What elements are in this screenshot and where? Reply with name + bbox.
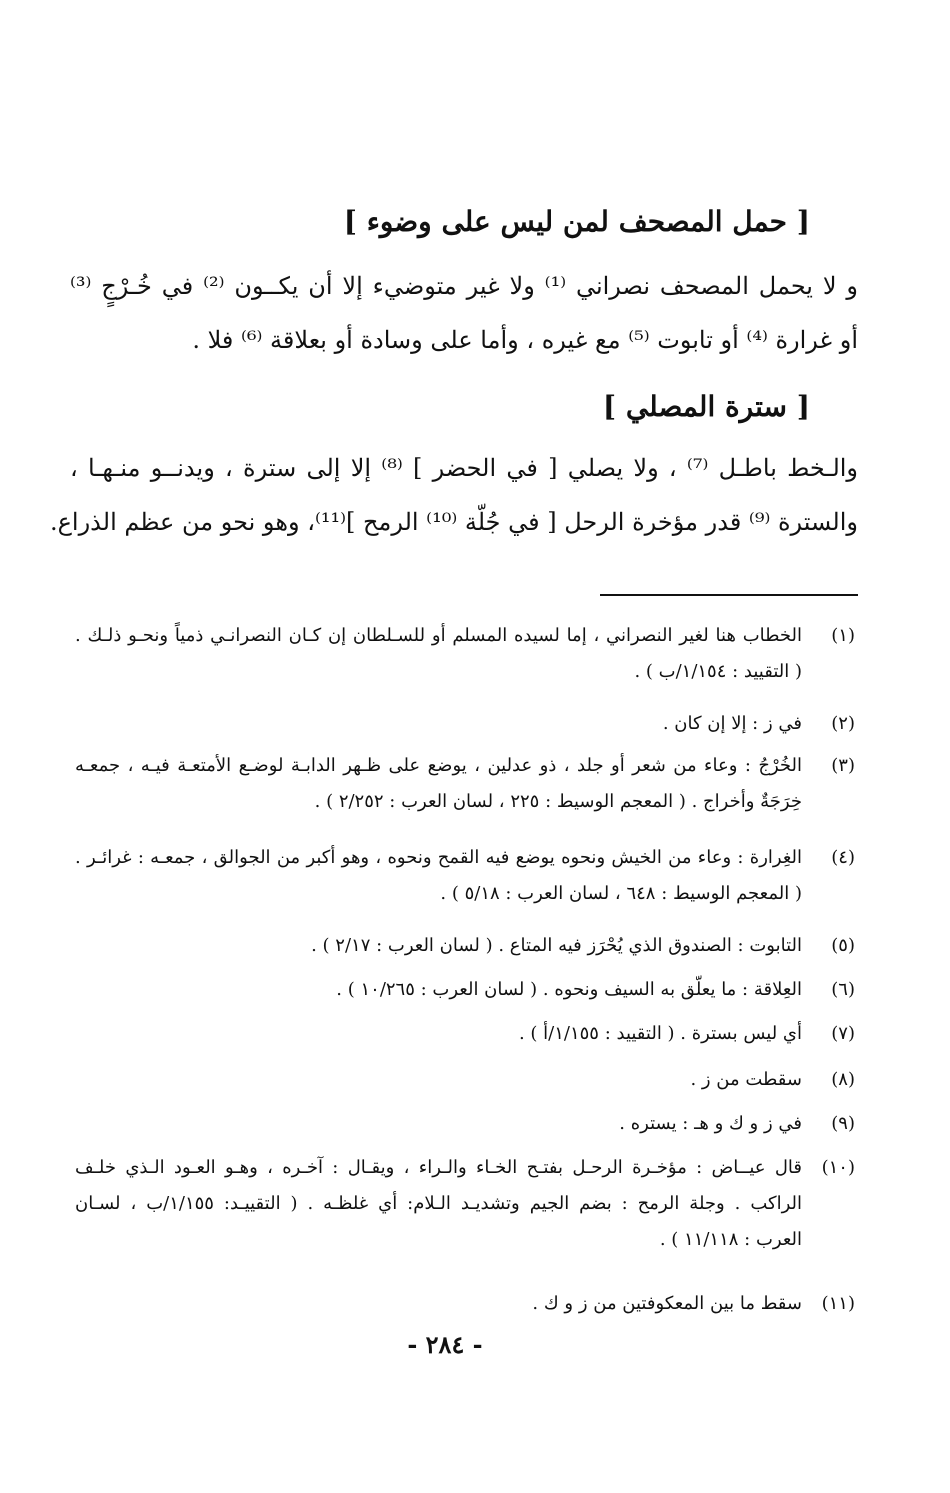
- footnote-line: سقط ما بين المعكوفتين من ز و ك .: [532, 1293, 802, 1314]
- section-heading-mushaf: [ حمل المصحف لمن ليس على وضوء ]: [343, 205, 810, 238]
- footnote: [75, 1106, 855, 1142]
- footnote-line: الغِرارة : وعاء من الخيش ونحوه يوضع فيه القمح ونحوه ، وهو أكبر من الجوالق ، جمعـه : غرائـر .: [75, 847, 802, 868]
- footnote-line: خِرَجَةٌ وأخراج . ( المعجم الوسيط : ٢٢٥ ، لسان العرب : ٢/٢٥٢ ) .: [314, 791, 802, 812]
- footnote-line: في ز : إلا إن كان .: [662, 713, 802, 734]
- footnote-number: (١): [831, 625, 855, 646]
- footnote: [75, 1286, 855, 1322]
- footnote-number: (١١): [821, 1293, 855, 1314]
- footnote-line: في ز و ك و هـ : يستره .: [619, 1113, 802, 1134]
- footnote-number: (٣): [831, 755, 855, 776]
- footnote-separator: [600, 594, 858, 596]
- paragraph-line: أو غرارة ⁽⁴⁾ أو تابوت ⁽⁵⁾ مع غيره ، وأما على وسادة أو بعلاقة ⁽⁶⁾ فلا .: [192, 326, 858, 354]
- footnote: [75, 1062, 855, 1098]
- footnote-number: (٩): [831, 1113, 855, 1134]
- footnote-line: التابوت : الصندوق الذي يُحْرَز فيه المتاع . ( لسان العرب : ٢/١٧ ) .: [311, 935, 802, 956]
- footnote-line: الخطاب هنا لغير النصراني ، إما لسيده المسلم أو للسـلطان إن كـان النصرانـي ذمياً ونحـو ذلـك .: [75, 625, 802, 646]
- footnote-line: قال عيــاض : مؤخـرة الرحـل بفتـح الخـاء والـراء ، ويقـال : آخـره ، وهـو العـود الـذي خلـف: [75, 1157, 802, 1178]
- footnote-line: الراكب . وجلة الرمح : بضم الجيم وتشديـد الـلام: أي غلظـه . ( التقييـد: ١/١٥٥/ب ، لسـان: [75, 1193, 802, 1214]
- footnote-number: (٤): [831, 847, 855, 868]
- footnote-line: أي ليس بسترة . ( التقييد : ١/١٥٥/أ ) .: [518, 1023, 802, 1044]
- footnote-line: ( التقييد : ١/١٥٤/ب ) .: [634, 661, 802, 682]
- footnote-line: العرب : ١١/١١٨ ) .: [659, 1229, 802, 1250]
- section-heading-sutra: [ سترة المصلي ]: [602, 390, 810, 423]
- footnote-number: (١٠): [821, 1157, 855, 1178]
- paragraph-line: و لا يحمل المصحف نصراني ⁽¹⁾ ولا غير متوضيء إلا أن يكــون ⁽²⁾ في خُـرْجٍ ⁽³⁾: [70, 272, 858, 300]
- footnote-number: (٨): [831, 1069, 855, 1090]
- footnote-number: (٦): [831, 979, 855, 1000]
- footnote-line: ( المعجم الوسيط : ٦٤٨ ، لسان العرب : ٥/١٨ ) .: [440, 883, 802, 904]
- footnote-number: (٢): [831, 713, 855, 734]
- footnote: [75, 618, 855, 690]
- footnote-number: (٧): [831, 1023, 855, 1044]
- footnote: [75, 1150, 855, 1258]
- footnote: [75, 972, 855, 1008]
- footnote: [75, 706, 855, 742]
- footnote: [75, 748, 855, 820]
- footnote: [75, 1016, 855, 1052]
- footnote-number: (٥): [831, 935, 855, 956]
- footnote-line: سقطت من ز .: [690, 1069, 802, 1090]
- paragraph-line: والـخط باطـل ⁽⁷⁾ ، ولا يصلي [ في الحضر ] ⁽⁸⁾ إلا إلى سترة ، ويدنــو منـهـا ،: [70, 454, 859, 482]
- footnote-line: الخُرْجُ : وعاء من شعر أو جلد ، ذو عدلين ، يوضع على ظـهر الدابـة لوضـع الأمتعـة فيـه ، جمعـه: [75, 755, 802, 776]
- page-number: - ٢٨٤ -: [407, 1330, 483, 1359]
- footnote-line: العِلاقة : ما يعلّق به السيف ونحوه . ( لسان العرب : ١٠/٢٦٥ ) .: [336, 979, 802, 1000]
- footnote: [75, 840, 855, 912]
- footnote: [75, 928, 855, 964]
- paragraph-line: والسترة ⁽⁹⁾ قدر مؤخرة الرحل [ في جُلّة ⁽¹⁰⁾ الرمح ]⁽¹¹⁾، وهو نحو من عظم الذراع.: [49, 508, 858, 536]
